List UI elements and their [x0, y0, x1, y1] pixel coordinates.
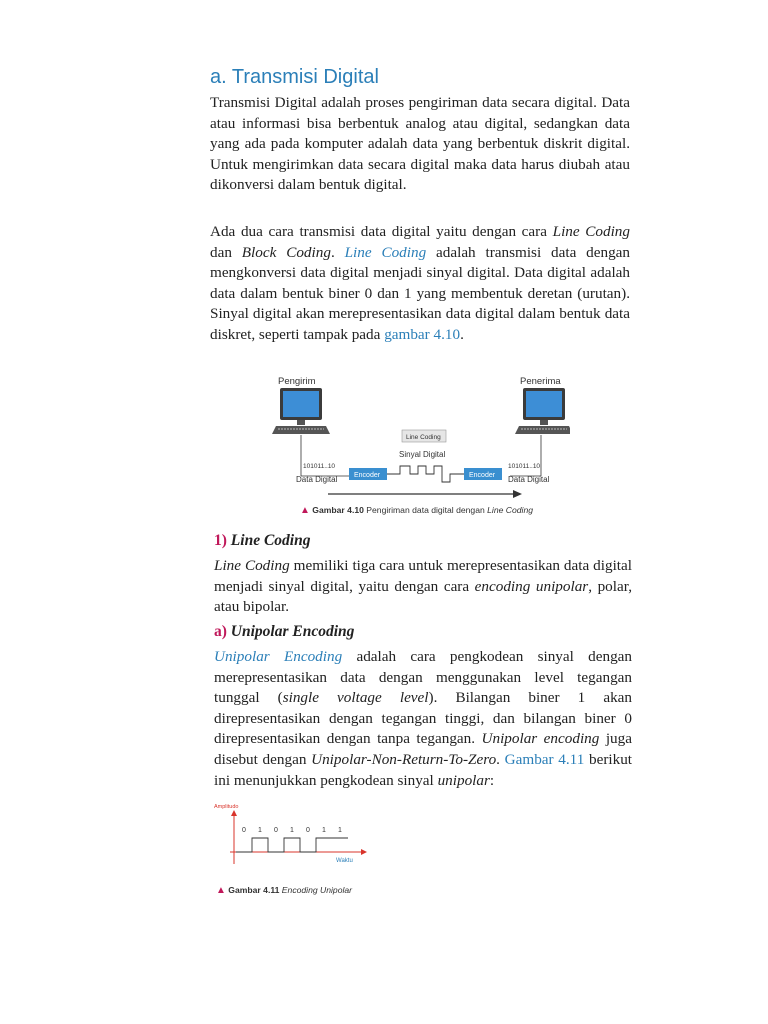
paragraph-intro: Transmisi Digital adalah proses pengiriman data secara digital. Data atau informasi bisa berbentuk analog atau digital, sedangkan data yang ada pada komputer adalah data yang berbentuk diskrit digital. Untuk mengirimkan data secara digital maka data harus diubah atau dikonversi dalam bentuk digital. — [210, 94, 630, 194]
data-digital-left: Data Digital — [296, 475, 338, 484]
caption-marker-icon: ▲ — [300, 505, 310, 516]
figure-4-10 — [270, 370, 570, 520]
text: , polar, atau bipolar. — [214, 577, 632, 616]
subheading-number: a) — [214, 623, 227, 640]
section-title: a. Transmisi Digital — [210, 66, 379, 88]
paragraph-line-coding — [210, 222, 630, 346]
subheading-number: 1) — [214, 532, 227, 549]
text: : — [489, 771, 495, 789]
digital-signal-wave — [387, 466, 464, 482]
subheading-unipolar — [214, 623, 354, 641]
term-unipolar-encoding: Unipolar encoding — [481, 730, 600, 748]
caption-term: Line Coding — [487, 505, 534, 515]
term-nrz: Unipolar-Non-Return-To-Zero — [311, 750, 497, 768]
link-gambar-4-11[interactable]: Gambar 4.11 — [504, 750, 585, 768]
figure-4-11-caption — [216, 885, 352, 896]
unipolar-signal-wave — [236, 838, 348, 852]
text: berikut ini menunjukkan pengkodean sinyal — [214, 750, 633, 789]
line-coding-label: Line Coding — [406, 434, 441, 441]
term-line-coding: Line Coding — [214, 557, 290, 574]
term-unipolar: unipolar — [437, 771, 490, 789]
text: . — [330, 243, 345, 261]
paragraph-line-coding-methods — [214, 556, 632, 618]
bit-label: 1 — [338, 827, 342, 834]
text: adalah transmisi data dengan mengkonversi data digital menjadi sinyal digital. Data digital adalah data dalam bentuk biner 0 dan 1 yang membentuk deretan (urutan). Sinyal digital akan merepresentasikan data digital dalam bentuk data diskret, seperti tampak pada — [210, 243, 631, 343]
caption-marker-icon: ▲ — [216, 885, 226, 896]
encoder-left-label: Encoder — [354, 472, 381, 479]
subheading-line-coding — [214, 532, 310, 550]
text: memiliki tiga cara untuk merepresentasikan data digital menjadi sinyal digital, yaitu dengan cara — [214, 557, 632, 595]
text: Ada dua cara transmisi data digital yaitu dengan cara — [210, 223, 553, 240]
bit-labels — [242, 827, 342, 834]
subheading-title: Unipolar Encoding — [230, 623, 355, 640]
link-unipolar-encoding[interactable]: Unipolar Encoding — [214, 648, 343, 665]
text: ). Bilangan biner 1 akan direpresentasikan dengan tegangan tinggi, dan bilangan biner 0 direpresentasikan dengan tanpa tegangan. — [214, 689, 632, 748]
receiver-computer-icon — [515, 388, 570, 434]
caption-label: Gambar 4.10 — [312, 505, 364, 515]
term-encoding-unipolar: encoding unipolar — [474, 577, 589, 595]
bit-label: 1 — [258, 827, 262, 834]
term-line-coding: Line Coding — [552, 223, 630, 240]
bits-left: 101011..10 — [303, 463, 336, 470]
data-digital-right: Data Digital — [508, 475, 550, 484]
encoder-right-label: Encoder — [469, 472, 496, 479]
bit-label: 0 — [306, 827, 310, 834]
time-label: Waktu — [336, 858, 353, 864]
link-line-coding[interactable]: Line Coding — [344, 243, 427, 261]
caption-label: Gambar 4.11 — [228, 885, 280, 895]
text: juga disebut dengan — [214, 730, 632, 768]
figure-4-11 — [212, 800, 372, 870]
paragraph-unipolar — [214, 647, 632, 791]
sender-label: Pengirim — [278, 376, 316, 387]
link-gambar-4-10[interactable]: gambar 4.10 — [384, 325, 461, 343]
term-single-voltage: single voltage level — [282, 689, 429, 707]
amplitude-label: Amplitudo — [214, 804, 239, 810]
text: dan — [210, 243, 242, 261]
sender-computer-icon — [272, 388, 330, 434]
term-block-coding: Block Coding — [241, 243, 331, 261]
caption-term: Encoding Unipolar — [279, 885, 353, 895]
bit-label: 1 — [290, 827, 294, 834]
bits-right: 101011..10 — [508, 463, 541, 470]
signal-label: Sinyal Digital — [399, 450, 446, 459]
text: . — [496, 750, 505, 768]
text: adalah cara pengkodean sinyal dengan merepresentasikan data dengan menggunakan level tegangan tunggal ( — [214, 648, 632, 707]
bit-label: 1 — [322, 827, 326, 834]
caption-text: Pengiriman data digital dengan — [363, 505, 488, 515]
figure-4-10-caption — [300, 505, 533, 516]
bit-label: 0 — [274, 827, 278, 834]
subheading-title: Line Coding — [230, 532, 311, 549]
bit-label: 0 — [242, 827, 246, 834]
text: . — [460, 325, 464, 343]
receiver-label: Penerima — [520, 376, 561, 387]
